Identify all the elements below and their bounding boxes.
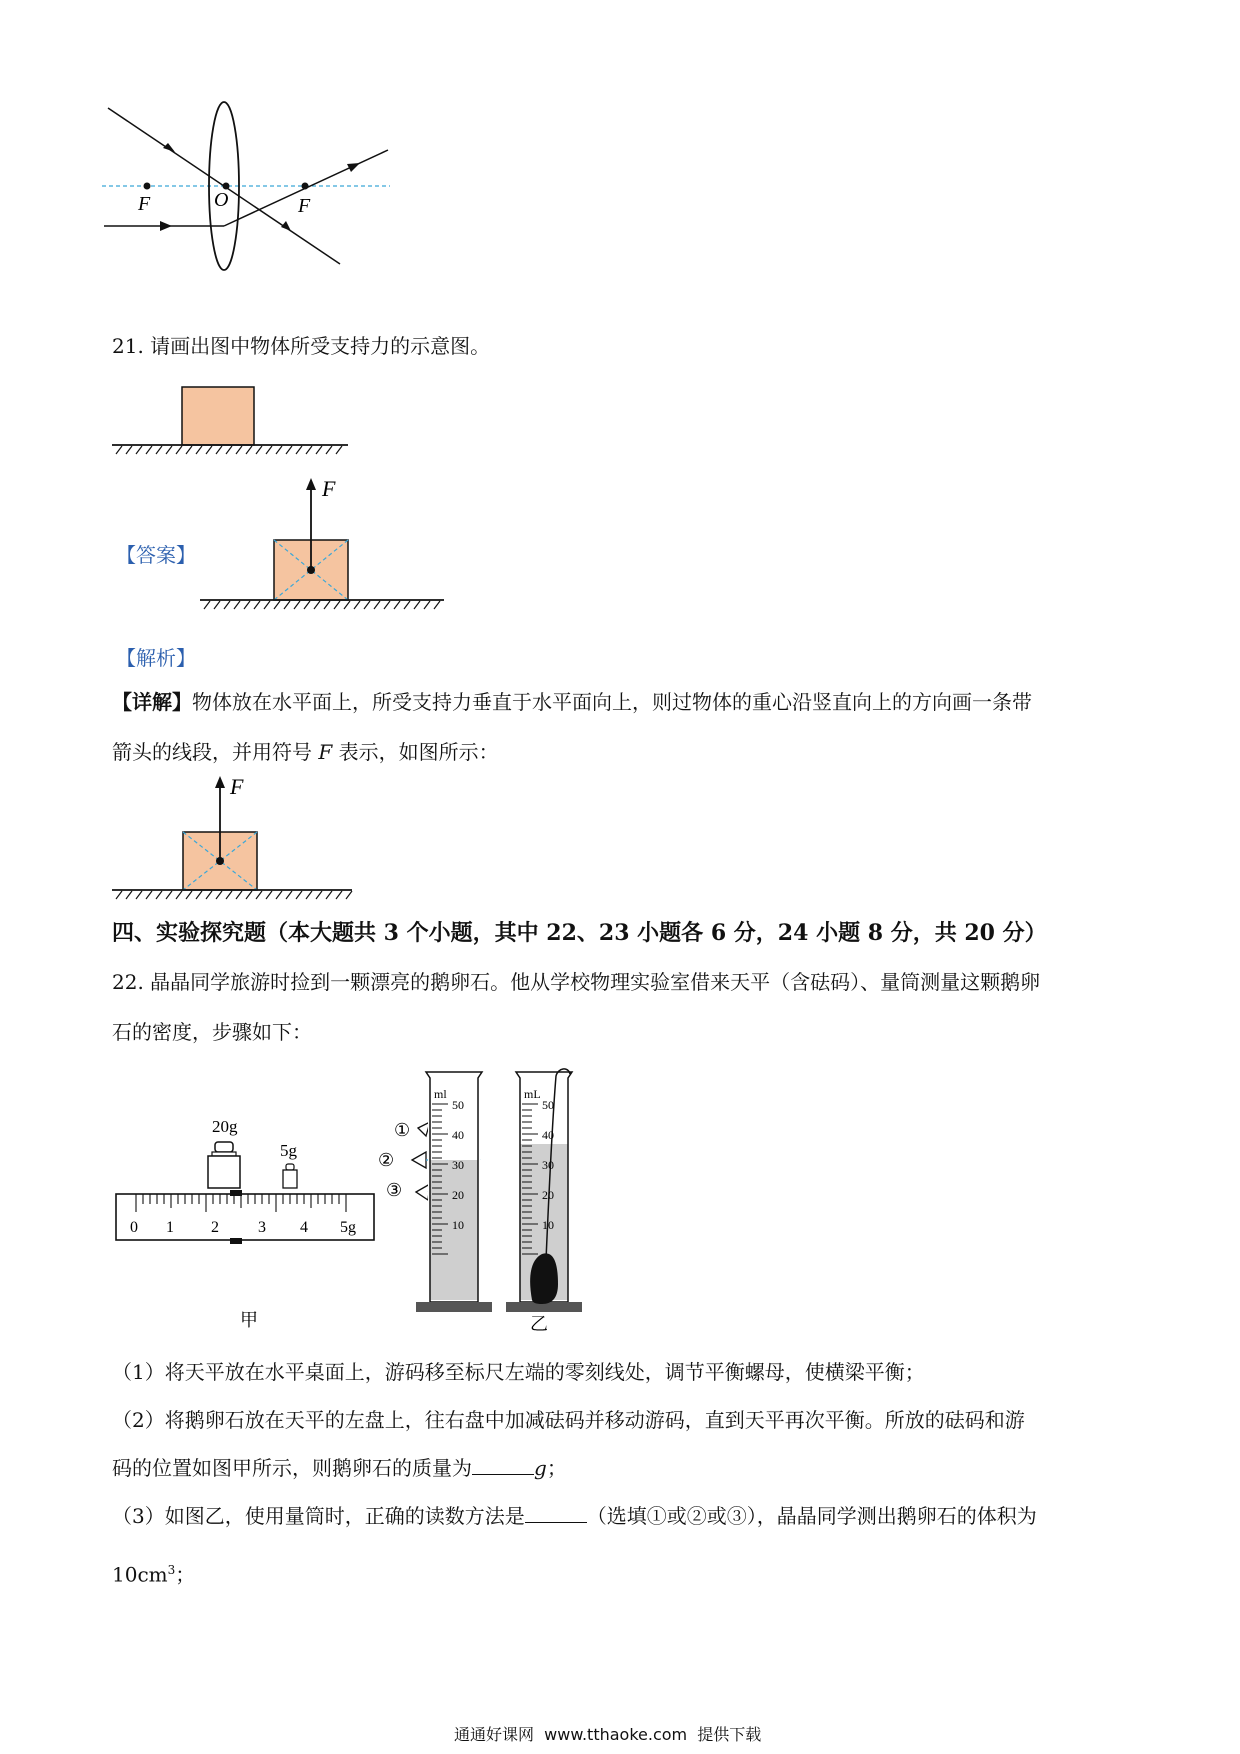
q22-line1-text: 晶晶同学旅游时捡到一颗漂亮的鹅卵石。他从学校物理实验室借来天平（含砝码）、量筒测量这颗鹅卵 xyxy=(150,970,1041,994)
page-footer: 通通好课网 www.tthaoke.com 提供下载 xyxy=(454,1725,762,1744)
answer-tag: 【答案】 xyxy=(116,543,196,567)
weight-20g-label: 20g xyxy=(212,1120,238,1136)
cyl2-tick-10: 10 xyxy=(542,1218,554,1232)
eye-icon xyxy=(412,1122,430,1200)
q22-step3 xyxy=(112,1502,1037,1530)
focal-label-right: F xyxy=(298,195,311,217)
volume-exponent: 3 xyxy=(167,1563,176,1577)
analysis-line2-post: 表示，如图所示： xyxy=(338,740,499,764)
cyl1-unit: ml xyxy=(434,1087,447,1101)
analysis-line2-pre: 箭头的线段，并用符号 xyxy=(112,740,312,764)
scale-label-4: 4 xyxy=(300,1219,308,1236)
lens-diagram xyxy=(100,100,400,280)
volume-value: 10cm xyxy=(112,1562,168,1587)
q22-step1: （1）将天平放在水平桌面上，游码移至标尺左端的零刻线处，调节平衡螺母，使横梁平衡； xyxy=(112,1360,925,1384)
analysis-line1-text: 物体放在水平面上，所受支持力垂直于水平面向上，则过物体的重心沿竖直向上的方向画一条带 xyxy=(192,690,1032,714)
figure-jia xyxy=(112,1120,382,1330)
analysis-tag: 【解析】 xyxy=(116,646,196,670)
scale-label-5g: 5g xyxy=(340,1219,356,1236)
q22-number: 22. xyxy=(112,970,144,994)
cyl1-tick-50: 50 xyxy=(452,1098,464,1112)
section4-title: 四、实验探究题（本大题共 3 个小题，其中 22、23 小题各 6 分，24 小题 8 分，共 20 分） xyxy=(112,920,1047,946)
eye-label-2: ② xyxy=(378,1150,395,1170)
q22-step2-line2 xyxy=(112,1454,567,1482)
q22-step2-line2-text: 码的位置如图甲所示，则鹅卵石的质量为 xyxy=(112,1456,472,1480)
figure-yi-caption: 乙 xyxy=(530,1314,548,1334)
eye-label-1: ① xyxy=(394,1120,411,1140)
q21-question xyxy=(112,332,490,360)
scale-label-1: 1 xyxy=(166,1219,174,1236)
reading-method-blank[interactable] xyxy=(525,1504,587,1523)
scale-label-3: 3 xyxy=(258,1219,266,1236)
analysis-line2 xyxy=(112,738,499,766)
analysis-force-label: F xyxy=(230,774,244,799)
q22-step3-pre: （3）如图乙，使用量筒时，正确的读数方法是 xyxy=(112,1504,525,1528)
volume-end: ； xyxy=(175,1562,196,1587)
cyl1-tick-40: 40 xyxy=(452,1128,464,1142)
q21-text: 请画出图中物体所受支持力的示意图。 xyxy=(150,334,491,358)
cyl1-tick-10: 10 xyxy=(452,1218,464,1232)
scale-label-2: 2 xyxy=(211,1219,219,1236)
cyl2-unit: mL xyxy=(524,1087,541,1101)
cyl2-tick-50: 50 xyxy=(542,1098,554,1112)
figure-jia-caption: 甲 xyxy=(240,1310,258,1330)
answer-figure xyxy=(200,478,460,618)
q22-step2-line1: （2）将鹅卵石放在天平的左盘上，往右盘中加减砝码并移动游码，直到天平再次平衡。所放的砝码和游 xyxy=(112,1408,1025,1432)
q22-line2: 石的密度，步骤如下： xyxy=(112,1020,312,1044)
cyl2-tick-30: 30 xyxy=(542,1158,554,1172)
cyl2-tick-40: 40 xyxy=(542,1128,554,1142)
cyl2-tick-20: 20 xyxy=(542,1188,554,1202)
mass-unit: g xyxy=(534,1456,547,1480)
weight-5g-label: 5g xyxy=(280,1141,297,1160)
answer-force-label: F xyxy=(322,478,336,501)
center-label: O xyxy=(214,189,229,211)
analysis-figure xyxy=(112,770,372,900)
cyl1-tick-30: 30 xyxy=(452,1158,464,1172)
analysis-line1 xyxy=(112,688,1032,716)
figure-yi xyxy=(372,1064,622,1334)
focal-label-left: F xyxy=(138,193,151,215)
q21-number: 21. xyxy=(112,334,144,358)
detail-tag: 【详解】 xyxy=(112,690,192,714)
mass-answer-blank[interactable] xyxy=(472,1456,534,1475)
cyl1-tick-20: 20 xyxy=(452,1188,464,1202)
q21-block-figure xyxy=(112,382,362,457)
scale-label-0: 0 xyxy=(130,1219,138,1236)
analysis-symbol: F xyxy=(318,740,333,764)
q22-step3-volume xyxy=(112,1556,195,1589)
step2-end: ； xyxy=(546,1456,567,1480)
eye-label-3: ③ xyxy=(386,1180,403,1200)
q22-line1 xyxy=(112,968,1040,996)
q22-step3-post: （选填①或②或③），晶晶同学测出鹅卵石的体积为 xyxy=(586,1504,1037,1528)
